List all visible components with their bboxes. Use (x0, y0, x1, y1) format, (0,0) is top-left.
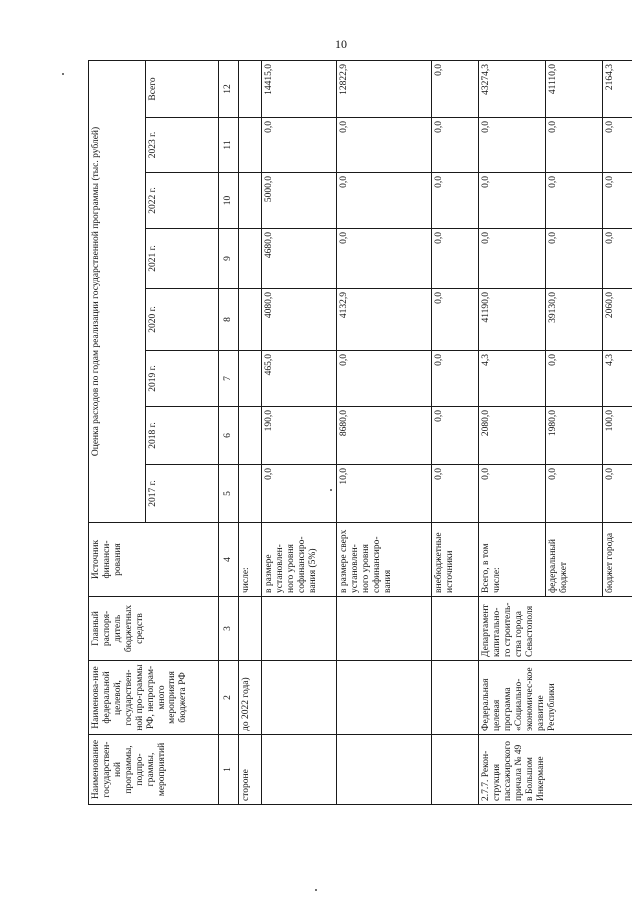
cell-value: 4680,0 (262, 229, 337, 289)
cell-value (239, 118, 262, 173)
cell-program: стороне (239, 735, 262, 805)
cell-value: 0,0 (337, 173, 432, 229)
column-number: 1 (219, 735, 239, 805)
cell-value: 0,0 (479, 465, 546, 523)
header-year: 2018 г. (146, 407, 219, 465)
cell-value (239, 289, 262, 351)
header-year: 2017 г. (146, 465, 219, 523)
cell-value: 0,0 (479, 118, 546, 173)
expenses-table (88, 60, 632, 805)
header-year: 2019 г. (146, 351, 219, 407)
column-number: 11 (219, 118, 239, 173)
page-number: 10 (335, 37, 347, 51)
cell-value: 43274,3 (479, 60, 546, 117)
cell-value: 0,0 (432, 289, 479, 351)
cell-source: в размере сверх установлен-ного уровня софинансиро-вания (337, 523, 432, 597)
cell-value: 0,0 (432, 351, 479, 407)
cell-federal-program (262, 661, 337, 735)
header-funding-source: Источник финанси-рования (89, 523, 219, 597)
cell-value: 0,0 (546, 351, 603, 407)
cell-value (239, 407, 262, 465)
column-number-row (219, 60, 239, 804)
cell-source: бюджет города (603, 523, 632, 597)
cell-value: 0,0 (432, 173, 479, 229)
column-number: 6 (219, 407, 239, 465)
cell-program: 2.7.7. Рекон-струкция пассажирского причала № 49 в Большом Инкермане (479, 735, 632, 805)
cell-value: 2164,3 (603, 60, 632, 117)
cell-value: 2060,0 (603, 289, 632, 351)
cell-value: 41190,0 (479, 289, 546, 351)
column-number: 8 (219, 289, 239, 351)
rotated-table-container (88, 61, 615, 805)
cell-value: 0,0 (337, 118, 432, 173)
cell-value: 4132,9 (337, 289, 432, 351)
cell-manager (239, 597, 262, 661)
cell-value: 4,3 (479, 351, 546, 407)
table-row (337, 60, 432, 804)
cell-value: 0,0 (546, 465, 603, 523)
cell-value: 0,0 (432, 60, 479, 117)
table-row (432, 60, 479, 804)
header-year: 2020 г. (146, 289, 219, 351)
cell-value: 14415,0 (262, 60, 337, 117)
cell-value: 0,0 (479, 229, 546, 289)
cell-federal-program: Федеральная целевая программа «Социально-экономичес-кое развитие Республики (479, 661, 632, 735)
column-number: 12 (219, 60, 239, 117)
cell-value: 8680,0 (337, 407, 432, 465)
cell-value: 100,0 (603, 407, 632, 465)
table-row (479, 60, 546, 804)
cell-value: 0,0 (546, 118, 603, 173)
cell-manager (262, 597, 337, 661)
column-number: 9 (219, 229, 239, 289)
header-row (89, 60, 146, 804)
column-number: 7 (219, 351, 239, 407)
scan-speck (62, 73, 64, 75)
cell-value: 190,0 (262, 407, 337, 465)
cell-value (239, 173, 262, 229)
cell-federal-program (432, 661, 479, 735)
cell-source: в размере установлен-ного уровня софинансиро-вания (5%) (262, 523, 337, 597)
cell-value: 0,0 (546, 229, 603, 289)
cell-value: 4080,0 (262, 289, 337, 351)
cell-program (337, 735, 432, 805)
cell-value: 2080,0 (479, 407, 546, 465)
cell-value: 0,0 (603, 118, 632, 173)
cell-value: 5000,0 (262, 173, 337, 229)
column-number: 10 (219, 173, 239, 229)
cell-value: 41110,0 (546, 60, 603, 117)
header-year: 2023 г. (146, 118, 219, 173)
column-number: 2 (219, 661, 239, 735)
cell-value: 1980,0 (546, 407, 603, 465)
scan-speck (315, 889, 317, 891)
cell-value: 0,0 (603, 465, 632, 523)
cell-value: 0,0 (262, 118, 337, 173)
column-number: 4 (219, 523, 239, 597)
cell-federal-program: до 2022 года) (239, 661, 262, 735)
header-year: 2021 г. (146, 229, 219, 289)
cell-value: 4,3 (603, 351, 632, 407)
cell-value (239, 60, 262, 117)
cell-value: 0,0 (603, 173, 632, 229)
header-program-name: Наименование государствен-ной программы, подпро-граммы, мероприятий (89, 735, 219, 805)
cell-value: 39130,0 (546, 289, 603, 351)
cell-value: 0,0 (337, 351, 432, 407)
cell-manager (432, 597, 479, 661)
cell-program (432, 735, 479, 805)
header-expense-estimate: Оценка расходов по годам реализации государственной программы (тыс. рублей) (89, 60, 146, 522)
header-budget-manager: Главный распоря-дитель бюджетных средств (89, 597, 219, 661)
cell-value: 0,0 (546, 173, 603, 229)
cell-value: 0,0 (432, 118, 479, 173)
cell-value (239, 229, 262, 289)
cell-source: внебюджетные источники (432, 523, 479, 597)
cell-manager: Департамент капитально-го строитель-ства города Севастополя (479, 597, 632, 661)
cell-source: числе: (239, 523, 262, 597)
cell-value: 0,0 (603, 229, 632, 289)
cell-manager (337, 597, 432, 661)
cell-value: 0,0 (432, 465, 479, 523)
cell-value: 0,0 (337, 229, 432, 289)
cell-value (239, 465, 262, 523)
cell-federal-program (337, 661, 432, 735)
cell-value: 12822,9 (337, 60, 432, 117)
cell-value: 0,0 (479, 173, 546, 229)
cell-source: федеральный бюджет (546, 523, 603, 597)
cell-value: 0,0 (262, 465, 337, 523)
header-total: Всего (146, 60, 219, 117)
header-federal-program: Наименова-ние федеральной целевой, государствен-ной про-граммы РФ, непрограм-много мероприятия бюджета РФ (89, 661, 219, 735)
cell-value: 0,0 (432, 229, 479, 289)
table-row (239, 60, 262, 804)
cell-value: 465,0 (262, 351, 337, 407)
cell-value: 0,0 (432, 407, 479, 465)
cell-source: Всего, в том числе: (479, 523, 546, 597)
column-number: 5 (219, 465, 239, 523)
column-number: 3 (219, 597, 239, 661)
table-row (262, 60, 337, 804)
cell-value: 10,0 (337, 465, 432, 523)
header-year: 2022 г. (146, 173, 219, 229)
cell-program (262, 735, 337, 805)
cell-value (239, 351, 262, 407)
